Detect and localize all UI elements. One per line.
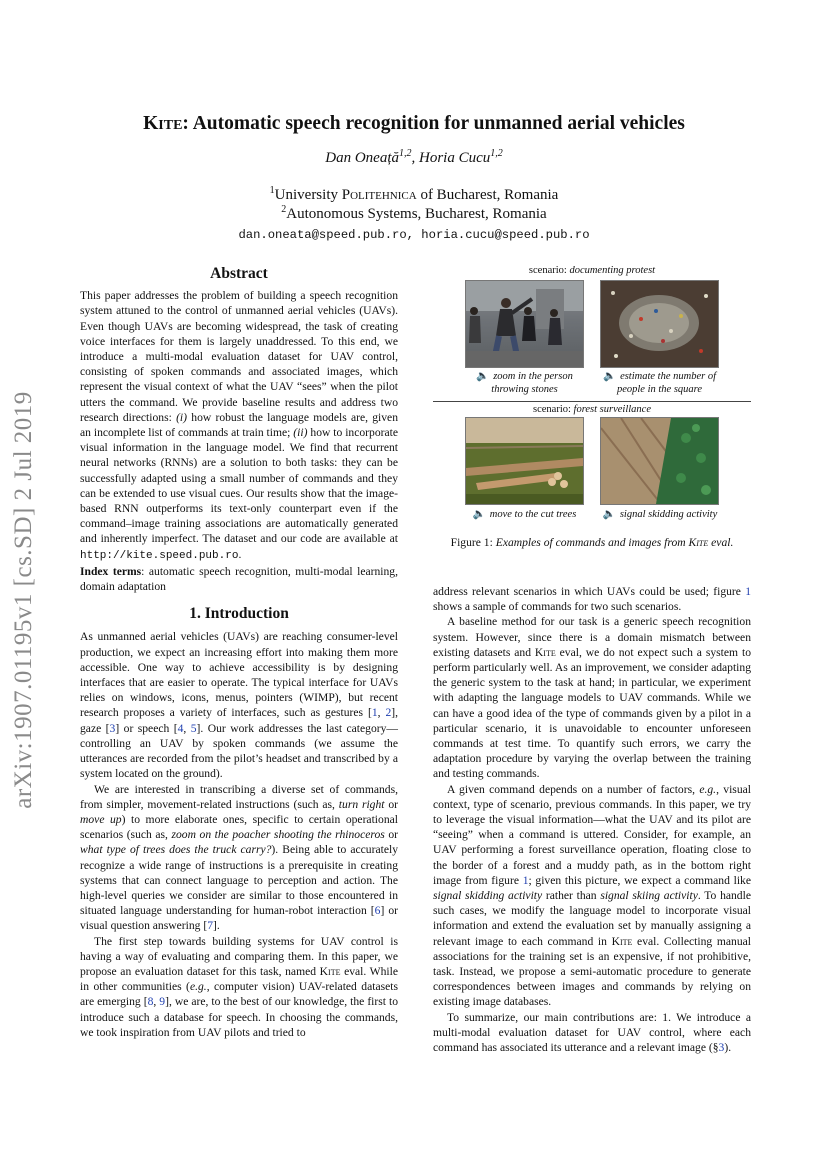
abstract-dot: .	[238, 547, 242, 561]
citation-5[interactable]: 5	[190, 721, 197, 735]
crowd-scene	[601, 281, 718, 367]
intro-p2-i4: what type of trees does the truck carry?	[80, 843, 272, 857]
author-emails: dan.oneata@speed.pub.ro, horia.cucu@speed.pub.ro	[238, 228, 590, 242]
aff1-university: Politehnica	[341, 187, 417, 203]
abstract-part-1: This paper addresses the problem of building a speech recognition system attuned to the control of unmanned aerial vehicles (UAVs). Even though UAVs are becoming widespread, the task of creating voice interfaces for them is largely unaddressed. To this end, we introduce a multi-modal evaluation dataset for UAV control, consisting of spoken commands and associated images, which represent the visual context of what the UAV “sees” when the pilot utters the command. We provide baseline results and address two research directions:	[80, 289, 398, 424]
right-p4-b: ).	[724, 1041, 732, 1055]
caption-4-text: signal skidding activity	[619, 509, 718, 520]
intro-p2-e: ].	[212, 919, 220, 933]
right-p3-a: A given command depends on a number of factors,	[447, 782, 695, 796]
right-p2-b: eval, we do not expect such a system to perform particularly well. As an improvement, we consider adapting the generic system to the task at hand; in particular, we experiment with adapting the language models to UAV commands. While we can have a good idea of the type of commands given by a pilot in a particular scenario, it is unavoidable to encounter unforeseen commands at test time. To quantify such errors, we carry the adaptation procedure by varying the overlap between the training and testing commands.	[433, 645, 751, 781]
aff2-text: Autonomous Systems, Bucharest, Romania	[286, 206, 547, 222]
intro-paragraph-2	[80, 782, 398, 934]
forest-image-skidding	[600, 417, 719, 505]
intro-p2-or: or	[388, 797, 398, 811]
aff2-sup: 2	[281, 204, 287, 215]
scenario-2-prefix: scenario:	[533, 404, 574, 415]
arxiv-sidebar	[2, 380, 46, 820]
right-paragraph-4	[433, 1010, 751, 1056]
intro-p2-b: ) to more elaborate ones, specific to certain operational scenarios (such as,	[80, 812, 398, 842]
intro-p2-i1: turn right	[338, 797, 385, 811]
protest-image-crowd-square	[600, 280, 719, 368]
intro-eg: e.g.	[189, 980, 207, 994]
figure-1	[433, 262, 751, 552]
caption-move-to	[463, 509, 586, 522]
right-p3-e: . To handle such cases, we modify the language model to incorporate visual information and extend the evaluation set by manually assigning a relevant image to each command in	[433, 889, 751, 948]
figure-caption-text: Examples of commands and images from	[495, 536, 689, 549]
intro-p1-b: ], gaze [	[80, 706, 399, 735]
right-eg: e.g.	[699, 782, 717, 796]
citation-1[interactable]: 1	[371, 706, 378, 720]
intro-kite: Kite	[319, 964, 341, 978]
skidding-scene	[601, 418, 718, 504]
right-italic-1: signal skidding activity	[433, 889, 543, 903]
caption-3-text: move to the cut trees	[489, 509, 577, 520]
paper-title	[0, 113, 828, 135]
affiliation-1	[0, 187, 828, 204]
intro-p2-d: ] or visual question answering [	[80, 904, 398, 933]
citation-6[interactable]: 6	[374, 904, 381, 918]
right-p3-b: , visual context, type of scenario, previous commands. In this paper, we try to leverage the visual information—what the UAV and its pilot are “seeing” when a command is uttered. Consider, for example, an UAV performing a forest surveillance operation, floating close to the border of a forest and a muddy path, as in the bottom right image from figure	[433, 782, 751, 887]
figure-caption	[433, 536, 751, 549]
figure-ref[interactable]: 1	[745, 585, 751, 598]
abstract-marker-ii: (ii)	[293, 426, 308, 440]
author-1: Dan Oneață	[325, 150, 399, 166]
intro-p2-i3: zoom on the poacher shooting the rhinoceros	[171, 828, 385, 842]
right-kite-2: Kite	[611, 934, 633, 948]
right-paragraph-2	[433, 614, 751, 781]
intro-p3-c: , computer vision) UAV-related datasets are emerging [	[80, 980, 399, 1009]
right-p3-f: eval. Collecting manual associations for the training set is an expensive, if not prohibitive, task. Instead, we propose a semi-automatic procedure to generate correspondences between images and commands by relying on existing image databases.	[433, 934, 751, 1009]
affiliation-2	[0, 206, 828, 223]
aff1-text-a: University	[274, 187, 342, 203]
caption-signal	[593, 509, 727, 522]
figure-ref-2[interactable]: 1	[522, 873, 529, 887]
authors	[0, 150, 828, 167]
citation-4[interactable]: 4	[177, 721, 184, 735]
caption-zoom-in	[463, 371, 586, 396]
index-terms	[80, 564, 398, 594]
right-italic-2: signal skiing activity	[600, 889, 698, 903]
scenario-1-prefix: scenario:	[528, 265, 570, 276]
caption-1-text: zoom in the person throwing stones	[491, 371, 573, 395]
intro-heading: 1. Introduction	[189, 605, 289, 623]
caption-estimate	[596, 371, 723, 396]
left-column	[80, 266, 398, 1040]
title-rest: : Automatic speech recognition for unmanned aerial vehicles	[182, 113, 685, 134]
scenario-1-name: documenting protest	[569, 265, 656, 276]
right-p3-c: ; given this picture, we expect a command like	[528, 873, 751, 887]
intro-paragraph-3: The first step towards building systems for UAV control is having a way of evaluating and comparing them. In this paper, we propose an evaluation dataset for this task, named Kite eval. While in other communities (e.g., computer vision) UAV-related datasets are emerging [8, 9], we are, to the best of our knowledge, the first to introduce such a database for speech. In choosing the commands, we took inspiration from UAV pilots and tried to	[80, 934, 399, 1039]
intro-p2-i2: move up	[80, 812, 122, 826]
aff1-sup: 1	[269, 185, 275, 196]
scenario-1-label	[433, 265, 751, 276]
intro-p2-c: ). Being able to accurately recognize a wide range of instructions is a prerequisite in creating systems that can connect language to perception and action. The high-level queries we consider are similar to those encountered in situated language understanding for human-robot interaction [	[80, 843, 398, 918]
citation-3[interactable]: 3	[109, 721, 116, 735]
speaker-icon[interactable]: 🔈	[476, 371, 490, 382]
intro-p1-a: As unmanned aerial vehicles (UAVs) are reaching consumer-level production, we expect an increasing effort into making them more accessible. One way to achieve accessibility is by designing interfaces that are easier to operate. The typical interface for UAVs relies on windows, icons, menus, pointers (WIMP), but recent research proposes a variety of interfaces, such as gestures [	[80, 630, 398, 720]
intro-paragraph-1: As unmanned aerial vehicles (UAVs) are reaching consumer-level production, we expect an increasing effort into making them more accessible. One way to achieve accessibility is by designing interfaces that are easier to operate. The typical interface for UAVs relies on windows, icons, menus, pointers (WIMP), but recent research proposes a variety of interfaces, such as gestures [1, 2], gaze [3] or speech [4, 5]. Our work addresses the last category—controlling an UAV by spoken commands (we assume the utterances are recorded from the pilot’s headset and transcribed by a system located on the ground).	[80, 630, 399, 781]
intro-p3-d: ], we are, to the best of our knowledge, the first to introduce such a database for speech. In choosing the commands, we took inspiration from UAV pilots and tried to	[80, 995, 399, 1039]
right-paragraph-3	[433, 782, 751, 1010]
intro-p2-a: We are interested in transcribing a diverse set of commands, from simpler, movement-related instructions (such as,	[80, 782, 398, 811]
abstract-text	[80, 288, 398, 564]
speaker-icon[interactable]: 🔈	[472, 509, 486, 520]
arxiv-identifier: arXiv:1907.01195v1 [cs.SD] 2 Jul 2019	[10, 391, 37, 809]
dataset-url[interactable]: http://kite.speed.pub.ro	[80, 549, 239, 562]
aff1-text-b: of Bucharest, Romania	[416, 187, 559, 203]
section-ref[interactable]: 3	[718, 1041, 725, 1055]
author-2: Horia Cucu	[419, 150, 491, 166]
scenario-2-label	[433, 404, 751, 415]
right-p1-a: address relevant scenarios in which UAVs could be used; figure	[433, 585, 741, 598]
abstract-part-3: how to incorporate visual information in the language model. We find that recurrent neural networks (RNNs) are a solution to both tasks: they can be successfully adapted using a small number of commands and they can be extended to use visual cues. Our results show that the image-based RNN outperforms its text-only counterpart even if the command–image training associations are automatically generated and inherently imperfect. The dataset and our code are available at	[80, 426, 398, 546]
speaker-icon[interactable]: 🔈	[602, 371, 617, 382]
figure-caption-kite: Kite	[688, 536, 709, 549]
protest-scene-1	[466, 281, 583, 367]
right-p1-b: shows a sample of commands for two such scenarios.	[433, 600, 682, 614]
index-terms-label: Index terms	[80, 564, 142, 578]
right-paragraph-1	[433, 584, 751, 614]
abstract-marker-i: (i)	[176, 410, 188, 424]
figure-caption-end: eval.	[708, 536, 734, 549]
citation-8[interactable]: 8	[147, 995, 154, 1009]
abstract-heading: Abstract	[210, 265, 268, 282]
author-1-affil: 1,2	[399, 148, 412, 159]
author-2-affil: 1,2	[490, 148, 503, 159]
author-separator: ,	[411, 150, 419, 166]
right-p4-a: To summarize, our main contributions are: 1. We introduce a multi-modal evaluation dataset for UAV control, where each command has associated its utterance and a relevant image (§	[433, 1010, 751, 1055]
citation-2[interactable]: 2	[385, 706, 392, 720]
right-column	[433, 584, 751, 1055]
scenario-2-name: forest surveillance	[573, 404, 651, 415]
title-kite: Kite	[143, 113, 183, 134]
intro-p2-or2: or	[388, 828, 398, 842]
figure-caption-label: Figure 1:	[450, 536, 496, 549]
right-p2-a: A baseline method for our task is a generic speech recognition system. However, since there is a domain mismatch between existing datasets and	[433, 615, 751, 659]
figure-divider	[433, 401, 751, 402]
citation-9[interactable]: 9	[159, 995, 166, 1009]
intro-p1-d: ]. Our work addresses the last category—controlling an UAV by spoken commands (we assume the utterances are recorded from the pilot’s headset and transcribed by a system located on the ground).	[80, 721, 398, 781]
index-terms-text: : automatic speech recognition, multi-modal learning, domain adaptation	[80, 564, 398, 594]
speaker-icon[interactable]: 🔈	[602, 509, 616, 520]
intro-p1-c: ] or speech [	[115, 721, 178, 735]
right-kite: Kite	[534, 645, 556, 659]
intro-p3-a: The first step towards building systems for UAV control is having a way of evaluating and comparing them. In this paper, we propose an evaluation dataset for this task, named	[80, 934, 398, 978]
protest-image-throwing-stones	[465, 280, 584, 368]
abstract-part-2: how robust the language models are, given an incomplete list of commands at train time;	[80, 410, 398, 440]
citation-7[interactable]: 7	[207, 919, 213, 933]
right-p3-d: rather than	[545, 889, 597, 903]
intro-p3-b: eval. While in other communities (	[80, 964, 398, 994]
caption-2-text: estimate the number of people in the square	[616, 371, 717, 395]
cut-trees-scene	[466, 418, 583, 504]
forest-image-cut-trees	[465, 417, 584, 505]
